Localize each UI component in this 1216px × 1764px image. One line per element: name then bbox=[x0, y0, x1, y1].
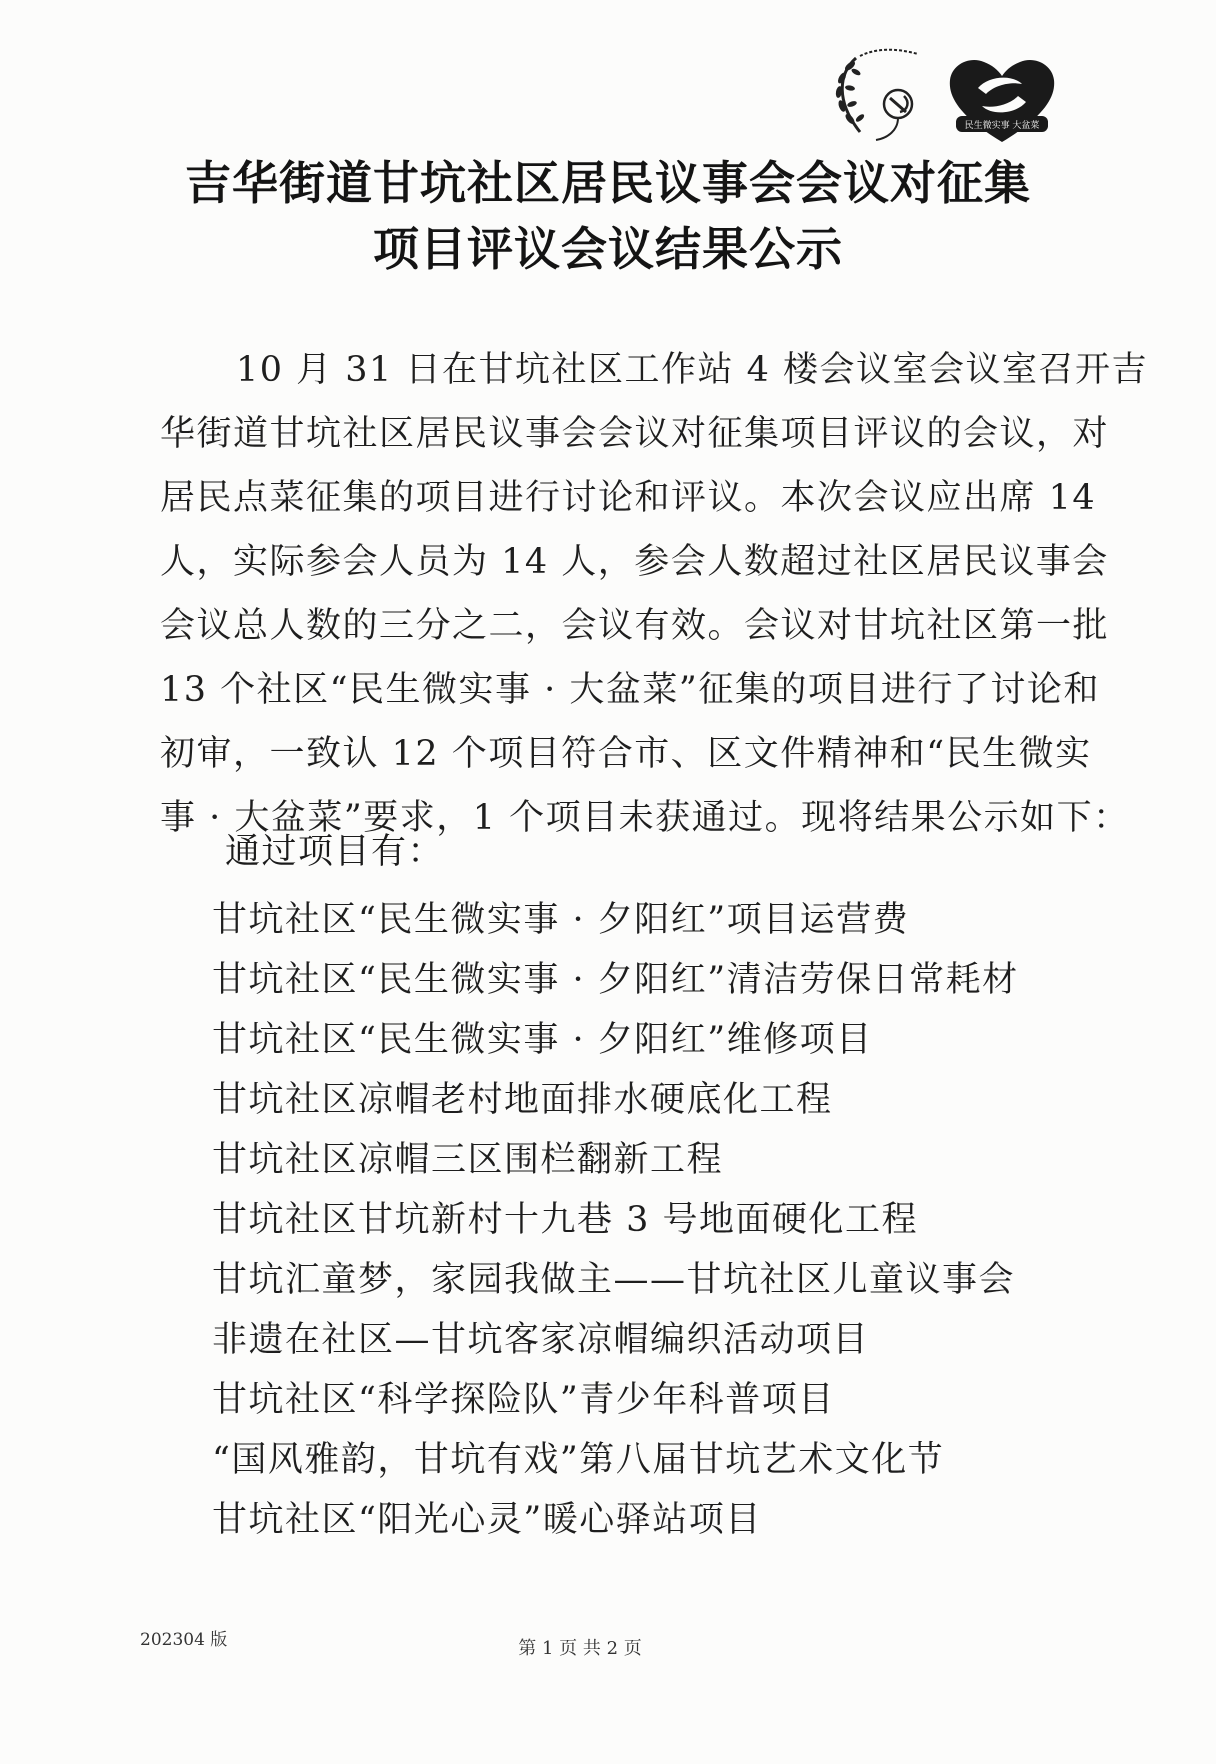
body-paragraph bbox=[160, 338, 1148, 850]
list-item: 甘坑社区“阳光心灵”暖心驿站项目 bbox=[212, 1500, 762, 1540]
heart-logo-caption: 民生微实事 大盆菜 bbox=[964, 121, 1040, 131]
list-item: 甘坑汇童梦，家园我做主——甘坑社区儿童议事会 bbox=[212, 1260, 1016, 1300]
passed-items-heading: 通过项目有： bbox=[225, 832, 445, 872]
list-item: 甘坑社区凉帽三区围栏翻新工程 bbox=[212, 1140, 724, 1180]
body-line: 初审，一致认 12 个项目符合市、区文件精神和“民生微实 bbox=[160, 734, 1092, 774]
passed-items-list bbox=[212, 890, 1032, 1550]
body-line: 事 · 大盆菜”要求，1 个项目未获通过。现将结果公示如下： bbox=[160, 798, 1130, 838]
body-line: 10 月 31 日在甘坑社区工作站 4 楼会议室会议室召开吉 bbox=[236, 350, 1148, 390]
list-item: 甘坑社区“民生微实事 · 夕阳红”项目运营费 bbox=[212, 900, 910, 940]
body-line: 华街道甘坑社区居民议事会会议对征集项目评议的会议，对 bbox=[160, 414, 1110, 454]
list-item: 甘坑社区甘坑新村十九巷 3 号地面硬化工程 bbox=[212, 1200, 919, 1240]
body-line: 人，实际参会人员为 14 人，参会人数超过社区居民议事会 bbox=[160, 542, 1109, 582]
title-line: 吉华街道甘坑社区居民议事会会议对征集 bbox=[185, 156, 1031, 210]
document-title bbox=[120, 150, 1096, 282]
list-item: “国风雅韵，甘坑有戏”第八届甘坑艺术文化节 bbox=[212, 1440, 945, 1480]
body-line: 居民点菜征集的项目进行讨论和评议。本次会议应出席 14 bbox=[160, 478, 1097, 518]
party-emblem-logo-icon bbox=[826, 44, 944, 144]
list-item: 甘坑社区“科学探险队”青少年科普项目 bbox=[212, 1380, 835, 1420]
list-item: 甘坑社区“民生微实事 · 夕阳红”维修项目 bbox=[212, 1020, 873, 1060]
list-item: 甘坑社区“民生微实事 · 夕阳红”清洁劳保日常耗材 bbox=[212, 960, 1019, 1000]
list-item: 非遗在社区—甘坑客家凉帽编织活动项目 bbox=[212, 1320, 870, 1360]
footer-version: 202304 版 bbox=[140, 1630, 228, 1650]
body-line: 会议总人数的三分之二，会议有效。会议对甘坑社区第一批 bbox=[160, 606, 1110, 646]
body-line: 13 个社区“民生微实事 · 大盆菜”征集的项目进行了讨论和 bbox=[160, 670, 1100, 710]
heart-hands-logo-icon bbox=[942, 54, 1062, 146]
footer-page-number: 第 1 页 共 2 页 bbox=[518, 1638, 642, 1659]
list-item: 甘坑社区凉帽老村地面排水硬底化工程 bbox=[212, 1080, 833, 1120]
title-line: 项目评议会议结果公示 bbox=[373, 222, 843, 276]
